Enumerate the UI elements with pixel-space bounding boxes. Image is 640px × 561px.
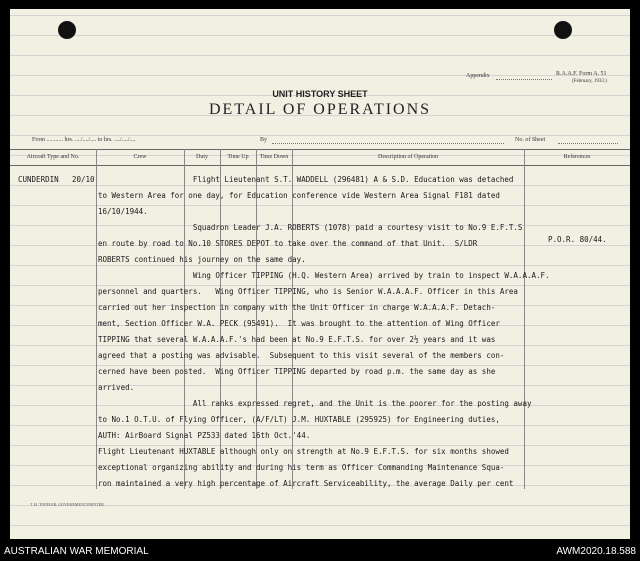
from-line: From ........... hrs. ..../..../.... to hrs. ..../..../.... — [32, 137, 136, 143]
description-line: AUTH: AirBoard Signal PZ533 dated 16th Oct.'44. — [98, 431, 311, 440]
description-line: to No.1 O.T.U. of Flying Officer, (A/F/LT) J.M. HUXTABLE (295925) for Engineering duties, — [98, 415, 500, 424]
col-references: References — [563, 154, 591, 160]
sheet-number-label: No. of Sheet — [515, 137, 546, 143]
accession-number: AWM2020.18.588 — [556, 546, 636, 557]
sheet-subtitle: DETAIL OF OPERATIONS — [208, 101, 432, 118]
printer-imprint: T. H. TOPPLER, GOVERNMENT PRINTER. — [30, 502, 105, 507]
header-rule-bottom — [10, 165, 630, 166]
description-line: ron maintained a very high percentage of Aircraft Serviceability, the average Daily per cent — [98, 479, 514, 488]
archive-caption: AUSTRALIAN WAR MEMORIAL — [4, 546, 149, 557]
description-line: TIPPING that several W.A.A.A.F.'s had been at No.9 E.F.T.S. for over 2½ years and it was — [98, 335, 496, 344]
entry-date: 20/10 — [72, 175, 95, 184]
description-line: exceptional organizing ability and during his term as Officer Commanding Maintenance Squa- — [98, 463, 505, 472]
appendix-label: Appendix — [466, 73, 490, 79]
operations-sheet — [10, 9, 630, 539]
entry-station: CUNDERDIN — [18, 175, 59, 184]
description-line: Flight Lieutenant S.T. WADDELL (296481) A & S.D. Education was detached — [98, 175, 514, 184]
description-line: cerned have been posted. Wing Officer TIPPING departed by road p.m. the same day as she — [98, 367, 496, 376]
col-aircraft: Aircraft Type and No. — [26, 154, 80, 160]
description-line: Wing Officer TIPPING (H.Q. Western Area) arrived by train to inspect W.A.A.A.F. — [98, 271, 550, 280]
description-line: 16/10/1944. — [98, 207, 148, 216]
by-label: By — [260, 137, 268, 143]
col-divider — [524, 149, 525, 489]
entry-reference: P.O.R. 80/44. — [548, 235, 607, 244]
description-line: arrived. — [98, 383, 135, 392]
punch-hole-right — [554, 21, 572, 39]
col-divider — [96, 149, 97, 489]
col-time-up: Time Up — [227, 154, 249, 160]
col-duty: Duty — [196, 154, 208, 160]
description-line: agreed that a posting was advisable. Subsequent to this visit several of the members con- — [98, 351, 505, 360]
punch-hole-left — [58, 21, 76, 39]
description-line: Squadron Leader J.A. ROBERTS (1078) paid a courtesy visit to No.9 E.F.T.S — [98, 223, 523, 232]
form-number: R.A.A.F. Form A. 51 — [556, 71, 607, 77]
by-field — [272, 143, 504, 144]
description-line: ment, Section Officer W.A. PECK (95491). It was brought to the attention of Wing Officer — [98, 319, 500, 328]
col-time-down: Time Down — [259, 154, 289, 160]
description-line: to Western Area for one day, for Education conference vide Western Area Signal F181 dated — [98, 191, 500, 200]
description-line: personnel and quarters. Wing Officer TIPPING, who is Senior W.A.A.A.F. Officer in this Area — [98, 287, 518, 296]
description-line: ROBERTS continued his journey on the same day. — [98, 255, 306, 264]
col-description: Description of Operation — [378, 154, 438, 160]
header-rule-top — [10, 149, 630, 150]
sheet-title: UNIT HISTORY SHEET — [272, 89, 368, 99]
description-line: carried out her inspection in company with the Unit Officer in charge W.A.A.A.F. Detach- — [98, 303, 496, 312]
form-date: (February, 1933.) — [572, 79, 607, 84]
description-line: All ranks expressed regret, and the Unit is the poorer for the posting away — [98, 399, 532, 408]
description-line: en route by road to No.10 STORES DEPOT to take over the command of that Unit. S/LDR — [98, 239, 478, 248]
sheet-number-field — [558, 143, 618, 144]
appendix-field — [496, 79, 552, 80]
col-crew: Crew — [133, 154, 147, 160]
description-line: Flight Lieutenant HUXTABLE although only on strength at No.9 E.F.T.S. for six months showed — [98, 447, 509, 456]
